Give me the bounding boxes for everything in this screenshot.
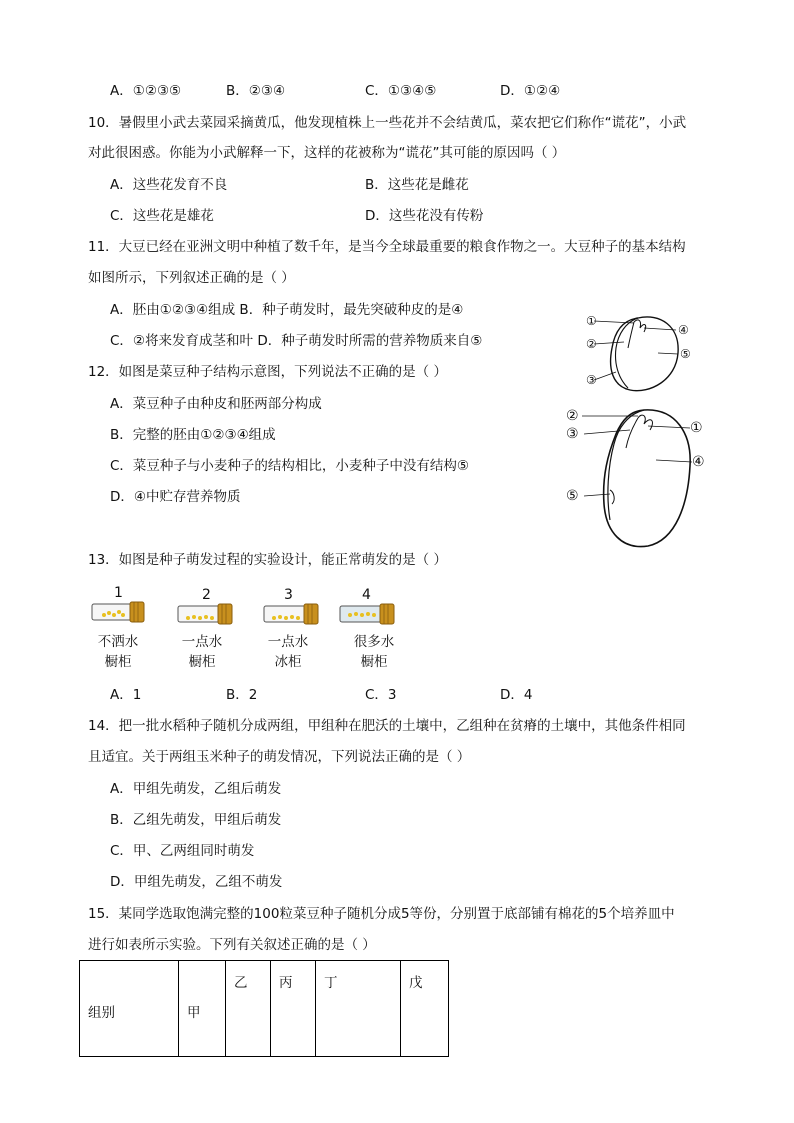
table-header-yi: 乙 (226, 961, 271, 1057)
q13-stem: 13．如图是种子萌发过程的实验设计，能正常萌发的是（ ） (88, 552, 447, 568)
table-header-ding: 丁 (316, 961, 401, 1057)
tube-3-number: 3 (284, 587, 293, 603)
q10-stem-line1: 10．暑假里小武去菜园采摘黄瓜，他发现植株上一些花并不会结黄瓜，菜农把它们称作“谎花”，小武 (88, 115, 687, 131)
tube-1-water: 不洒水 (97, 634, 139, 650)
q14-option-b: B．乙组先萌发，甲组后萌发 (110, 812, 282, 828)
bottom-label-2: ② (566, 408, 579, 424)
q11-stem-line1: 11．大豆已经在亚洲文明中种植了数千年，是当今全球最重要的粮食作物之一。大豆种子的基本结构 (88, 239, 686, 255)
q13-option-c: C．3 (365, 687, 397, 703)
q10-option-d: D．这些花没有传粉 (365, 208, 484, 224)
q11-options-cd: C．②将来发育成茎和叶 D．种子萌发时所需的营养物质来自⑤ (110, 333, 483, 349)
q9-option-a: A．①②③⑤ (110, 83, 182, 99)
bottom-label-3: ③ (566, 426, 579, 442)
tube-2-number: 2 (202, 587, 211, 603)
bottom-label-4: ④ (692, 454, 705, 470)
q10-option-c: C．这些花是雄花 (110, 208, 214, 224)
q14-stem-line2: 且适宜。关于两组玉米种子的萌发情况，下列说法正确的是（ ） (88, 749, 471, 765)
experiment-table (79, 960, 449, 1057)
tube-3-water: 一点水 (267, 634, 309, 650)
test-tube-4 (338, 602, 398, 626)
table-row (80, 961, 449, 1057)
tube-4-number: 4 (362, 587, 371, 603)
top-label-5: ⑤ (680, 347, 691, 361)
table-header-bing: 丙 (271, 961, 316, 1057)
tube-1-number: 1 (114, 585, 123, 601)
tube-3-location: 冰柜 (274, 654, 302, 670)
table-header-group: 组别 (80, 961, 179, 1057)
q14-option-a: A．甲组先萌发，乙组后萌发 (110, 781, 282, 797)
q13-option-d: D．4 (500, 687, 533, 703)
test-tube-2 (176, 602, 236, 626)
q12-option-a: A．菜豆种子由种皮和胚两部分构成 (110, 396, 322, 412)
q10-option-b: B．这些花是雌花 (365, 177, 469, 193)
top-label-3: ③ (586, 373, 597, 387)
tube-4-location: 橱柜 (360, 654, 388, 670)
q9-option-c: C．①③④⑤ (365, 83, 437, 99)
q12-option-c: C．菜豆种子与小麦种子的结构相比，小麦种子中没有结构⑤ (110, 458, 470, 474)
table-header-wu: 戊 (401, 961, 449, 1057)
q15-stem-line1: 15．某同学选取饱满完整的100粒菜豆种子随机分成5等份，分别置于底部铺有棉花的5个培养皿中 (88, 906, 675, 922)
tube-4-water: 很多水 (353, 634, 395, 650)
test-tube-3 (262, 602, 322, 626)
q14-option-c: C．甲、乙两组同时萌发 (110, 843, 255, 859)
q12-stem: 12．如图是菜豆种子结构示意图，下列说法不正确的是（ ） (88, 364, 447, 380)
top-label-1: ① (586, 314, 597, 328)
tube-1-location: 橱柜 (104, 654, 132, 670)
tube-2-water: 一点水 (181, 634, 223, 650)
q13-option-b: B．2 (226, 687, 258, 703)
top-label-4: ④ (678, 323, 689, 337)
q9-option-b: B．②③④ (226, 83, 286, 99)
q15-stem-line2: 进行如表所示实验。下列有关叙述正确的是（ ） (88, 937, 376, 953)
bottom-label-5: ⑤ (566, 488, 579, 504)
q12-option-d: D．④中贮存营养物质 (110, 489, 241, 505)
bottom-label-1: ① (690, 420, 703, 436)
q10-stem-line2: 对此很困惑。你能为小武解释一下，这样的花被称为“谎花”其可能的原因吗（ ） (88, 145, 566, 161)
q11-options-ab: A．胚由①②③④组成 B．种子萌发时，最先突破种皮的是④ (110, 302, 464, 318)
q12-option-b: B．完整的胚由①②③④组成 (110, 427, 276, 443)
q9-option-d: D．①②④ (500, 83, 561, 99)
q10-option-a: A．这些花发育不良 (110, 177, 228, 193)
top-label-2: ② (586, 337, 597, 351)
q13-option-a: A．1 (110, 687, 142, 703)
tube-2-location: 橱柜 (188, 654, 216, 670)
table-header-jia: 甲 (179, 961, 226, 1057)
q11-stem-line2: 如图所示，下列叙述正确的是（ ） (88, 270, 295, 286)
q14-stem-line1: 14．把一批水稻种子随机分成两组，甲组种在肥沃的土壤中，乙组种在贫瘠的土壤中，其他条件相同 (88, 718, 686, 734)
test-tube-1 (90, 600, 148, 624)
q14-option-d: D．甲组先萌发，乙组不萌发 (110, 874, 283, 890)
